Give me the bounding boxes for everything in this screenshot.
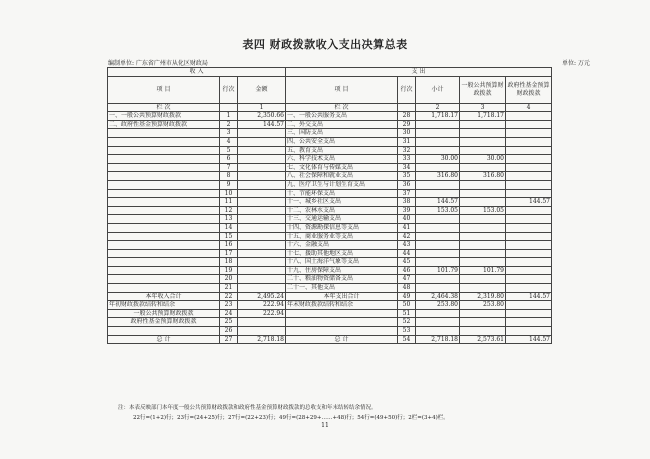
general-budget-cell	[460, 275, 506, 284]
income-item-cell: 本年收入合计	[108, 292, 220, 301]
budget-table-container	[107, 67, 552, 344]
general-budget-cell	[460, 129, 506, 138]
expense-rowno-cell: 34	[398, 163, 416, 172]
expense-section-header: 支 出	[286, 68, 552, 77]
general-budget-cell	[460, 146, 506, 155]
gov-fund-cell: 144.57	[506, 292, 552, 301]
income-item-cell	[108, 215, 220, 224]
expense-item-cell	[286, 318, 398, 327]
gov-fund-cell	[506, 129, 552, 138]
expense-rowno-cell: 54	[398, 335, 416, 344]
income-rowno-cell: 7	[220, 163, 238, 172]
expense-item-cell: 十一、城乡社区支出	[286, 198, 398, 207]
expense-item-cell: 一、一般公共服务支出	[286, 112, 398, 121]
column-num-blank	[220, 103, 238, 112]
table-row	[108, 335, 552, 344]
income-item-cell	[108, 327, 220, 336]
subtotal-cell	[416, 120, 460, 129]
column-num-2: 2	[416, 103, 460, 112]
expense-item-header: 项 目	[286, 76, 398, 103]
general-budget-cell	[460, 198, 506, 207]
general-budget-cell	[460, 120, 506, 129]
general-budget-cell: 30.00	[460, 155, 506, 164]
expense-item-cell: 十二、农林水支出	[286, 206, 398, 215]
income-rowno-cell: 20	[220, 275, 238, 284]
income-item-cell	[108, 129, 220, 138]
subtotal-cell: 144.57	[416, 198, 460, 207]
expense-rowno-cell: 31	[398, 137, 416, 146]
general-budget-cell: 2,319.80	[460, 292, 506, 301]
expense-rowno-cell: 32	[398, 146, 416, 155]
income-rowno-cell: 27	[220, 335, 238, 344]
general-budget-cell	[460, 241, 506, 250]
income-item-cell	[108, 146, 220, 155]
gov-fund-cell	[506, 232, 552, 241]
income-rowno-header: 行次	[220, 76, 238, 103]
general-budget-cell	[460, 189, 506, 198]
income-rowno-cell: 25	[220, 318, 238, 327]
income-amount-cell	[238, 223, 286, 232]
expense-rowno-cell: 43	[398, 241, 416, 250]
table-row	[108, 301, 552, 310]
gov-fund-cell	[506, 120, 552, 129]
gov-fund-cell	[506, 215, 552, 224]
gov-fund-cell	[506, 284, 552, 293]
table-row	[108, 172, 552, 181]
expense-rowno-cell: 51	[398, 309, 416, 318]
table-row	[108, 198, 552, 207]
income-rowno-cell: 22	[220, 292, 238, 301]
expense-item-cell: 十七、援助其他地区支出	[286, 249, 398, 258]
general-budget-cell	[460, 232, 506, 241]
subtotal-cell	[416, 284, 460, 293]
subtotal-cell: 101.79	[416, 266, 460, 275]
income-item-cell	[108, 223, 220, 232]
table-row	[108, 232, 552, 241]
expense-item-cell: 二十一、其他支出	[286, 284, 398, 293]
income-rowno-cell: 2	[220, 120, 238, 129]
income-amount-cell: 2,350.66	[238, 112, 286, 121]
expense-item-cell: 十四、资源勘探信息等支出	[286, 223, 398, 232]
expense-rowno-cell: 35	[398, 172, 416, 181]
general-budget-cell	[460, 215, 506, 224]
page-number: 11	[321, 422, 329, 429]
income-rowno-cell: 19	[220, 266, 238, 275]
gov-fund-cell	[506, 318, 552, 327]
income-rowno-cell: 14	[220, 223, 238, 232]
subtotal-cell	[416, 146, 460, 155]
table-row	[108, 318, 552, 327]
table-row	[108, 215, 552, 224]
income-amount-cell	[238, 266, 286, 275]
expense-rowno-cell: 33	[398, 155, 416, 164]
table-row	[108, 284, 552, 293]
subtotal-cell	[416, 318, 460, 327]
income-amount-cell	[238, 275, 286, 284]
income-item-cell: 一、一般公共预算财政拨款	[108, 112, 220, 121]
budget-table	[107, 67, 552, 344]
column-num-4: 4	[506, 103, 552, 112]
income-amount-cell: 144.57	[238, 120, 286, 129]
amount-header: 金额	[238, 76, 286, 103]
income-item-cell	[108, 241, 220, 250]
income-rowno-cell: 6	[220, 155, 238, 164]
income-item-cell	[108, 258, 220, 267]
subtotal-cell: 30.00	[416, 155, 460, 164]
income-item-cell	[108, 155, 220, 164]
gov-fund-cell: 144.57	[506, 198, 552, 207]
gov-fund-cell	[506, 172, 552, 181]
income-rowno-cell: 12	[220, 206, 238, 215]
header-row-column-numbers	[108, 103, 552, 112]
expense-item-cell: 二十、粮油物资储备支出	[286, 275, 398, 284]
page-title: 表四 财政拨款收入支出决算总表	[242, 38, 408, 51]
income-amount-cell	[238, 180, 286, 189]
table-row	[108, 155, 552, 164]
gov-fund-cell	[506, 112, 552, 121]
subtotal-header: 小计	[416, 76, 460, 103]
income-item-cell	[108, 249, 220, 258]
income-rowno-cell: 24	[220, 309, 238, 318]
income-rowno-cell: 13	[220, 215, 238, 224]
subtotal-cell	[416, 232, 460, 241]
expense-item-cell: 十九、住房保障支出	[286, 266, 398, 275]
subtotal-cell	[416, 309, 460, 318]
income-item-cell	[108, 163, 220, 172]
income-amount-cell	[238, 206, 286, 215]
gov-fund-cell	[506, 155, 552, 164]
expense-rowno-cell: 48	[398, 284, 416, 293]
income-item-cell: 政府性基金预算财政拨款	[108, 318, 220, 327]
income-item-cell	[108, 198, 220, 207]
general-budget-cell: 1,718.17	[460, 112, 506, 121]
subtotal-cell	[416, 223, 460, 232]
general-budget-cell	[460, 249, 506, 258]
income-rowno-cell: 18	[220, 258, 238, 267]
header-row-sections	[108, 68, 552, 77]
table-row	[108, 137, 552, 146]
expense-rowno-cell: 29	[398, 120, 416, 129]
expense-rowno-cell: 46	[398, 266, 416, 275]
expense-rowno-cell: 53	[398, 327, 416, 336]
income-amount-cell	[238, 284, 286, 293]
income-rowno-cell: 26	[220, 327, 238, 336]
general-budget-cell	[460, 284, 506, 293]
gov-fund-cell	[506, 249, 552, 258]
table-row	[108, 112, 552, 121]
table-row	[108, 258, 552, 267]
income-rowno-cell: 10	[220, 189, 238, 198]
income-rowno-cell: 3	[220, 129, 238, 138]
gov-fund-cell	[506, 327, 552, 336]
general-budget-cell	[460, 309, 506, 318]
table-row	[108, 327, 552, 336]
income-rowno-cell: 5	[220, 146, 238, 155]
subtotal-cell	[416, 137, 460, 146]
income-section-header: 收 入	[108, 68, 286, 77]
table-row	[108, 249, 552, 258]
column-num-1: 1	[238, 103, 286, 112]
expense-item-cell: 四、公共安全支出	[286, 137, 398, 146]
gov-fund-cell	[506, 206, 552, 215]
subtotal-cell	[416, 275, 460, 284]
table-row	[108, 120, 552, 129]
gov-fund-cell	[506, 146, 552, 155]
table-row	[108, 180, 552, 189]
subtotal-cell	[416, 180, 460, 189]
reporting-unit: 编制单位: 广东省广州市从化区财政局	[108, 60, 208, 67]
general-budget-cell: 153.05	[460, 206, 506, 215]
income-amount-cell	[238, 189, 286, 198]
table-row	[108, 189, 552, 198]
income-rowno-cell: 8	[220, 172, 238, 181]
income-rowno-cell: 23	[220, 301, 238, 310]
table-row	[108, 275, 552, 284]
table-row	[108, 241, 552, 250]
general-budget-cell	[460, 163, 506, 172]
column-label-left: 栏 次	[108, 103, 220, 112]
general-budget-cell	[460, 318, 506, 327]
footnote: 注：本表反映部门本年度一般公共预算财政拨款和政府性基金预算财政拨款的总收支和年末结转结余情况。	[118, 405, 377, 411]
income-item-cell	[108, 189, 220, 198]
income-amount-cell	[238, 163, 286, 172]
income-item-cell	[108, 180, 220, 189]
general-budget-cell	[460, 258, 506, 267]
table-row	[108, 309, 552, 318]
income-item-cell: 总 计	[108, 335, 220, 344]
income-rowno-cell: 16	[220, 241, 238, 250]
expense-rowno-cell: 47	[398, 275, 416, 284]
column-num-blank	[398, 103, 416, 112]
subtotal-cell	[416, 215, 460, 224]
income-amount-cell: 222.94	[238, 309, 286, 318]
income-rowno-cell: 4	[220, 137, 238, 146]
expense-rowno-cell: 52	[398, 318, 416, 327]
expense-rowno-cell: 50	[398, 301, 416, 310]
expense-item-cell: 十八、国土海洋气象等支出	[286, 258, 398, 267]
gov-fund-cell	[506, 223, 552, 232]
income-rowno-cell: 9	[220, 180, 238, 189]
gov-fund-cell	[506, 180, 552, 189]
subtotal-cell: 1,718.17	[416, 112, 460, 121]
gov-fund-cell: 144.57	[506, 335, 552, 344]
expense-item-cell	[286, 309, 398, 318]
gov-fund-cell	[506, 275, 552, 284]
expense-item-cell: 本年支出合计	[286, 292, 398, 301]
general-budget-cell	[460, 180, 506, 189]
general-budget-cell	[460, 327, 506, 336]
general-budget-cell	[460, 223, 506, 232]
expense-item-cell: 八、社会保障和就业支出	[286, 172, 398, 181]
income-item-cell	[108, 232, 220, 241]
income-item-cell	[108, 206, 220, 215]
income-rowno-cell: 1	[220, 112, 238, 121]
expense-rowno-cell: 28	[398, 112, 416, 121]
income-item-cell: 年初财政拨款结转和结余	[108, 301, 220, 310]
expense-item-cell: 十六、金融支出	[286, 241, 398, 250]
general-budget-cell: 316.80	[460, 172, 506, 181]
table-row	[108, 223, 552, 232]
general-budget-header: 一般公共预算财政拨款	[460, 76, 506, 103]
subtotal-cell: 2,464.38	[416, 292, 460, 301]
footnote-formula: 22行=(1+2)行；23行=(24+25)行；27行=(22+23)行；49行=(28+29+……+48)行；54行=(49+50)行；2栏=(3+4)栏。	[133, 415, 449, 421]
income-rowno-cell: 11	[220, 198, 238, 207]
gov-fund-cell	[506, 189, 552, 198]
table-row	[108, 206, 552, 215]
general-budget-cell: 101.79	[460, 266, 506, 275]
income-item-cell	[108, 284, 220, 293]
general-budget-cell	[460, 137, 506, 146]
income-rowno-cell: 15	[220, 232, 238, 241]
income-rowno-cell: 17	[220, 249, 238, 258]
expense-item-cell: 六、科学技术支出	[286, 155, 398, 164]
income-amount-cell: 2,495.24	[238, 292, 286, 301]
income-amount-cell: 2,718.18	[238, 335, 286, 344]
expense-rowno-header: 行次	[398, 76, 416, 103]
gov-fund-cell	[506, 309, 552, 318]
income-item-cell	[108, 172, 220, 181]
gov-fund-cell	[506, 301, 552, 310]
expense-item-cell	[286, 327, 398, 336]
expense-item-cell: 总 计	[286, 335, 398, 344]
expense-item-cell: 十五、商业服务业等支出	[286, 232, 398, 241]
expense-rowno-cell: 49	[398, 292, 416, 301]
currency-unit: 单位: 万元	[562, 60, 590, 67]
income-amount-cell	[238, 198, 286, 207]
income-amount-cell	[238, 327, 286, 336]
expense-item-cell: 年末财政拨款结转和结余	[286, 301, 398, 310]
gov-fund-cell	[506, 241, 552, 250]
subtotal-cell	[416, 163, 460, 172]
subtotal-cell	[416, 249, 460, 258]
table-row	[108, 163, 552, 172]
income-amount-cell	[238, 129, 286, 138]
expense-item-cell: 二、外交支出	[286, 120, 398, 129]
gov-fund-cell	[506, 137, 552, 146]
expense-rowno-cell: 37	[398, 189, 416, 198]
subtotal-cell	[416, 327, 460, 336]
income-amount-cell	[238, 155, 286, 164]
table-row	[108, 266, 552, 275]
income-amount-cell	[238, 172, 286, 181]
table-row	[108, 292, 552, 301]
expense-item-cell: 七、文化体育与传媒支出	[286, 163, 398, 172]
expense-rowno-cell: 39	[398, 206, 416, 215]
gov-fund-cell	[506, 266, 552, 275]
subtotal-cell	[416, 129, 460, 138]
expense-rowno-cell: 42	[398, 232, 416, 241]
gov-fund-cell	[506, 163, 552, 172]
column-num-3: 3	[460, 103, 506, 112]
general-budget-cell: 2,573.61	[460, 335, 506, 344]
expense-rowno-cell: 44	[398, 249, 416, 258]
table-row	[108, 146, 552, 155]
expense-rowno-cell: 36	[398, 180, 416, 189]
income-amount-cell	[238, 146, 286, 155]
general-budget-cell: 253.80	[460, 301, 506, 310]
expense-rowno-cell: 30	[398, 129, 416, 138]
expense-rowno-cell: 38	[398, 198, 416, 207]
expense-item-cell: 九、医疗卫生与计划生育支出	[286, 180, 398, 189]
expense-item-cell: 三、国防支出	[286, 129, 398, 138]
income-item-cell	[108, 266, 220, 275]
column-label-right: 栏 次	[286, 103, 398, 112]
income-item-cell	[108, 275, 220, 284]
income-rowno-cell: 21	[220, 284, 238, 293]
income-item-header: 项 目	[108, 76, 220, 103]
subtotal-cell: 316.80	[416, 172, 460, 181]
income-amount-cell	[238, 258, 286, 267]
income-item-cell: 一般公共预算财政拨款	[108, 309, 220, 318]
income-amount-cell	[238, 318, 286, 327]
expense-rowno-cell: 40	[398, 215, 416, 224]
subtotal-cell: 253.80	[416, 301, 460, 310]
subtotal-cell	[416, 189, 460, 198]
gov-fund-header: 政府性基金预算财政拨款	[506, 76, 552, 103]
income-amount-cell	[238, 241, 286, 250]
expense-rowno-cell: 45	[398, 258, 416, 267]
subtotal-cell	[416, 241, 460, 250]
expense-item-cell: 十、节能环保支出	[286, 189, 398, 198]
expense-item-cell: 五、教育支出	[286, 146, 398, 155]
income-amount-cell	[238, 215, 286, 224]
income-item-cell: 二、政府性基金预算财政拨款	[108, 120, 220, 129]
expense-rowno-cell: 41	[398, 223, 416, 232]
expense-item-cell: 十三、交通运输支出	[286, 215, 398, 224]
gov-fund-cell	[506, 258, 552, 267]
income-amount-cell: 222.94	[238, 301, 286, 310]
subtotal-cell: 2,718.18	[416, 335, 460, 344]
subtotal-cell	[416, 258, 460, 267]
income-amount-cell	[238, 249, 286, 258]
subtotal-cell: 153.05	[416, 206, 460, 215]
income-amount-cell	[238, 232, 286, 241]
income-item-cell	[108, 137, 220, 146]
table-row	[108, 129, 552, 138]
income-amount-cell	[238, 137, 286, 146]
